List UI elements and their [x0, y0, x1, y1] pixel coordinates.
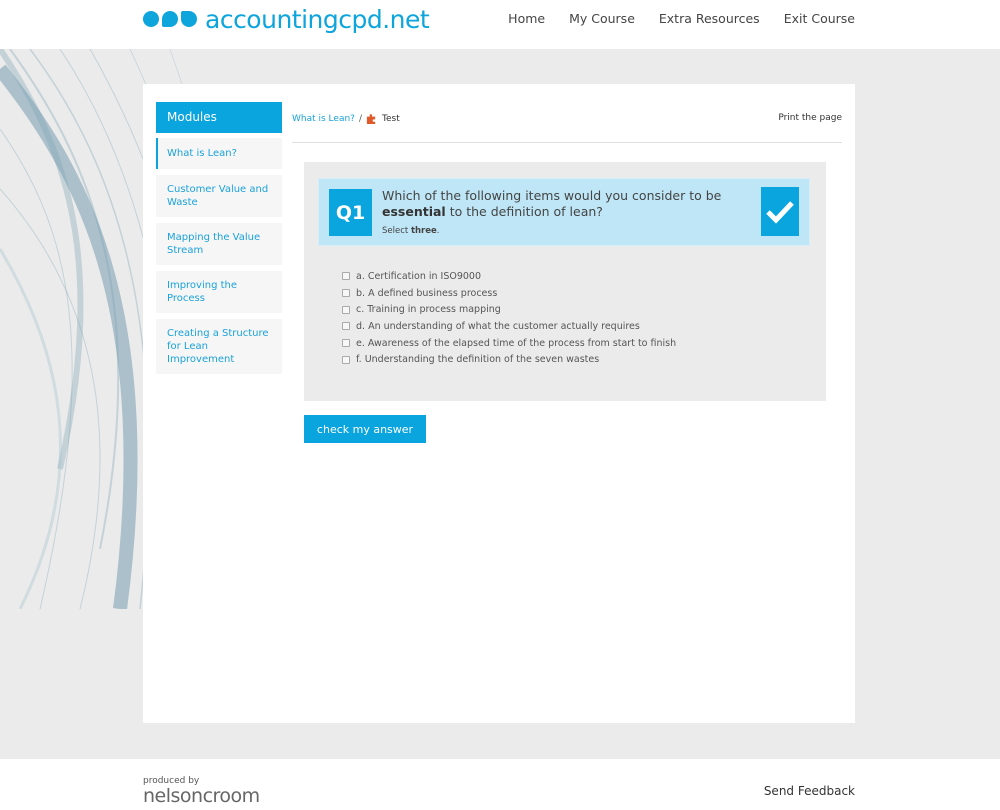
checkbox[interactable]: [342, 272, 350, 280]
checkbox[interactable]: [342, 322, 350, 330]
logo-text: accountingcpd.net: [205, 4, 430, 34]
question-number: Q1: [329, 189, 372, 236]
checkbox[interactable]: [342, 289, 350, 297]
answer-options: [342, 268, 676, 368]
puzzle-piece-icon: [366, 113, 377, 124]
question-box: [304, 162, 826, 401]
nav-exit-course[interactable]: Exit Course: [783, 11, 855, 26]
modules-sidebar: [156, 102, 282, 374]
nav-my-course[interactable]: My Course: [569, 11, 635, 26]
checkbox[interactable]: [342, 339, 350, 347]
question-header: [318, 178, 810, 246]
answer-option-d[interactable]: d. An understanding of what the customer actually requires: [342, 318, 676, 335]
answer-option-a[interactable]: a. Certification in ISO9000: [342, 268, 676, 285]
checkbox[interactable]: [342, 356, 350, 364]
site-footer: [0, 759, 1000, 810]
modules-heading: Modules: [156, 102, 282, 133]
checkmark-icon: [761, 187, 799, 236]
sidebar-item-improving-process[interactable]: Improving the Process: [156, 271, 282, 313]
sidebar-item-customer-value[interactable]: Customer Value and Waste: [156, 175, 282, 217]
check-answer-button[interactable]: check my answer: [304, 415, 426, 443]
breadcrumb-bar: [292, 102, 842, 143]
nelsoncroom-logo: nelsoncroom: [143, 785, 260, 807]
answer-option-f[interactable]: f. Understanding the definition of the seven wastes: [342, 351, 676, 368]
send-feedback-link[interactable]: Send Feedback: [763, 784, 855, 798]
logo-mark-icon: [143, 11, 197, 27]
breadcrumb: [292, 113, 400, 124]
breadcrumb-link[interactable]: What is Lean?: [292, 113, 355, 124]
breadcrumb-separator: /: [358, 113, 362, 124]
sidebar-item-creating-structure[interactable]: Creating a Structure for Lean Improvement: [156, 319, 282, 374]
sidebar-item-mapping-value-stream[interactable]: Mapping the Value Stream: [156, 223, 282, 265]
produced-by-label: produced by: [143, 776, 200, 786]
print-page-link[interactable]: Print the page: [778, 113, 842, 123]
content-area: [292, 102, 842, 436]
site-logo[interactable]: [143, 4, 429, 34]
answer-option-c[interactable]: c. Training in process mapping: [342, 301, 676, 318]
question-hint: Select three.: [382, 226, 440, 236]
nav-extra-resources[interactable]: Extra Resources: [658, 11, 760, 26]
main-panel: [143, 84, 855, 723]
breadcrumb-current: Test: [382, 113, 400, 124]
answer-option-e[interactable]: e. Awareness of the elapsed time of the process from start to finish: [342, 335, 676, 352]
nav-home[interactable]: Home: [508, 11, 546, 26]
top-nav: [484, 11, 855, 26]
checkbox[interactable]: [342, 306, 350, 314]
answer-option-b[interactable]: b. A defined business process: [342, 285, 676, 302]
site-header: [0, 0, 1000, 49]
sidebar-item-what-is-lean[interactable]: What is Lean?: [156, 138, 282, 169]
question-text: Which of the following items would you consider to be essential to the definition of lean?: [382, 188, 722, 219]
